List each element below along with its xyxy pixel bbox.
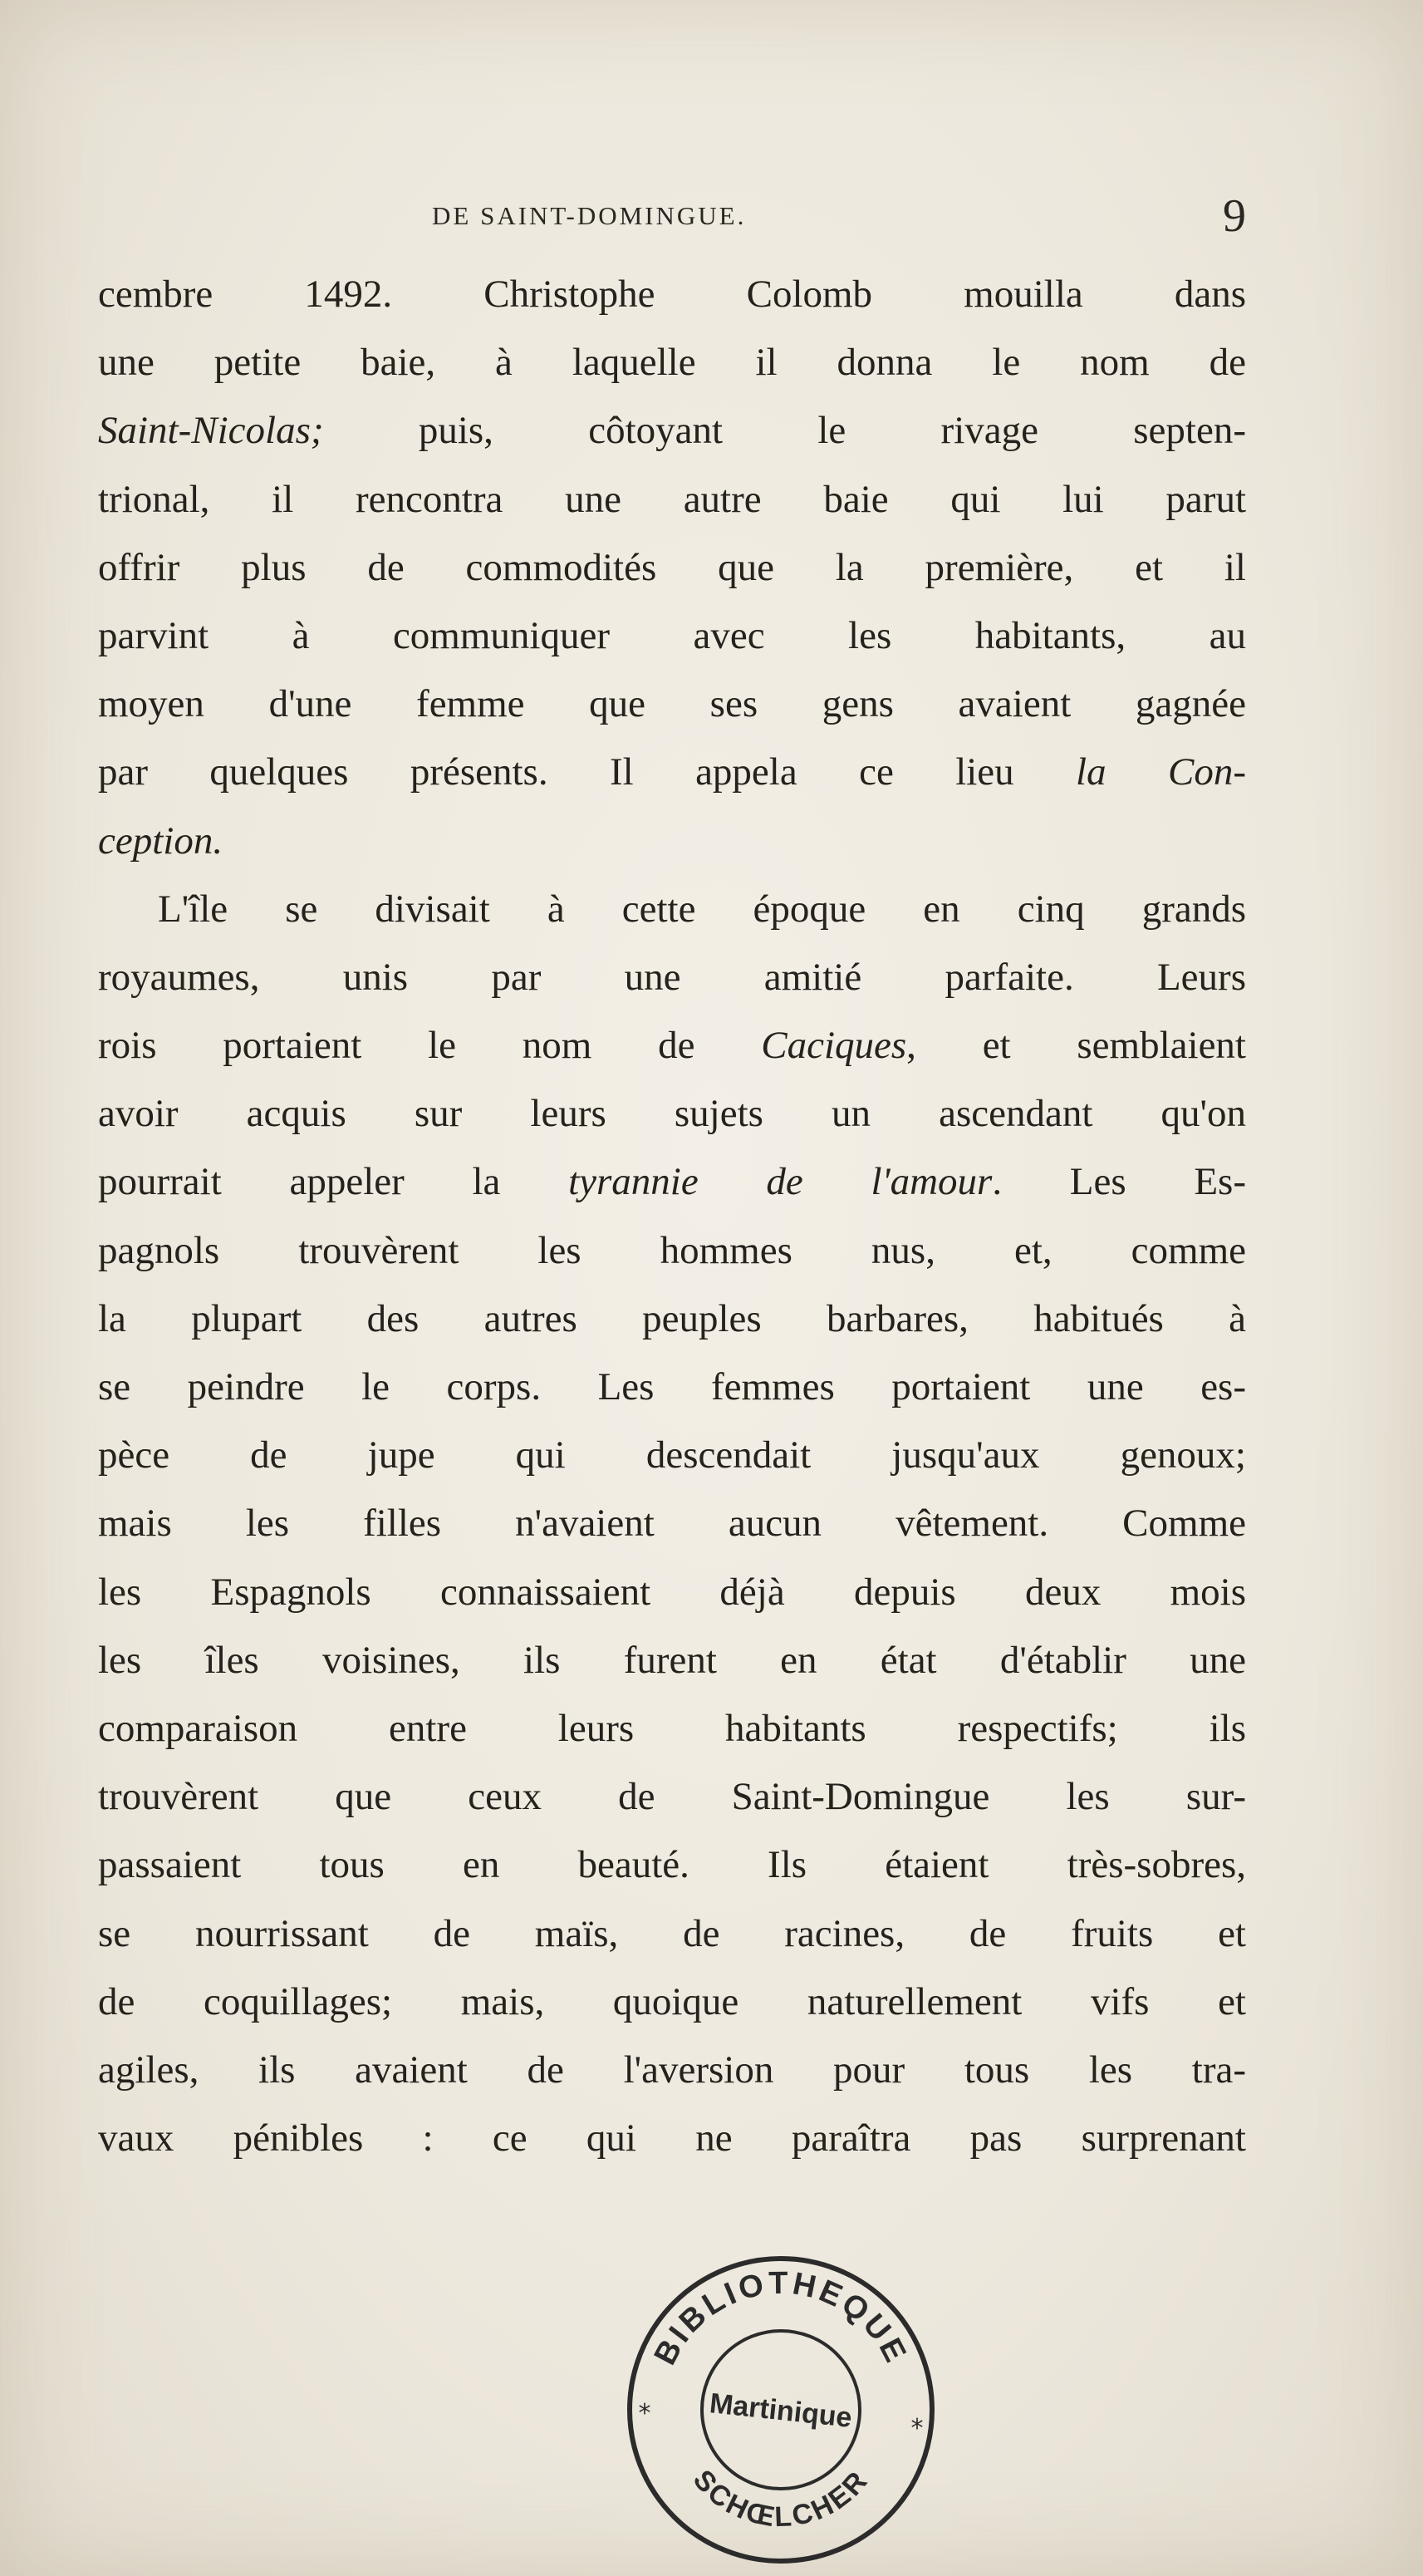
stamp-ring-text: BIBLIOTHEQUE bbox=[647, 2265, 915, 2371]
text-line: Saint-Nicolas; puis, côtoyant le rivage septen- bbox=[98, 409, 1246, 453]
stamp-bottom-text: SCHŒLCHER bbox=[686, 2464, 876, 2534]
stamp-star-left-icon: * bbox=[638, 2399, 651, 2428]
text-line: de coquillages; mais, quoique naturellement vifs et bbox=[98, 1979, 1246, 2023]
stamp-center-text: Martinique bbox=[708, 2387, 854, 2434]
text-line: rois portaient le nom de Caciques, et semblaient bbox=[98, 1024, 1246, 1068]
running-head bbox=[100, 190, 1246, 246]
text-line: pagnols trouvèrent les hommes nus, et, comme bbox=[98, 1228, 1246, 1272]
text-line: comparaison entre leurs habitants respectifs; ils bbox=[98, 1706, 1246, 1750]
text-line: royaumes, unis par une amitié parfaite. Leurs bbox=[98, 955, 1246, 999]
text-line: offrir plus de commodités que la première, et il bbox=[98, 545, 1246, 589]
text-line: agiles, ils avaient de l'aversion pour tous les tra- bbox=[98, 2048, 1246, 2092]
text-line: pourrait appeler la tyrannie de l'amour. Les Es- bbox=[98, 1160, 1246, 1204]
text-line: avoir acquis sur leurs sujets un ascendant qu'on bbox=[98, 1092, 1246, 1136]
text-line: les îles voisines, ils furent en état d'établir une bbox=[98, 1638, 1246, 1682]
text-line: cembre 1492. Christophe Colomb mouilla dans bbox=[98, 273, 1246, 316]
page-number: 9 bbox=[1223, 190, 1246, 242]
text-line: pèce de jupe qui descendait jusqu'aux genoux; bbox=[98, 1433, 1246, 1477]
text-line: la plupart des autres peuples barbares, habitués à bbox=[98, 1296, 1246, 1340]
text-line: parvint à communiquer avec les habitants, au bbox=[98, 613, 1246, 657]
text-line: une petite baie, à laquelle il donna le nom de bbox=[98, 341, 1246, 385]
text-line: ception. bbox=[98, 819, 223, 863]
text-line: moyen d'une femme que ses gens avaient gagnée bbox=[98, 682, 1246, 726]
text-line: se peindre le corps. Les femmes portaient une es- bbox=[98, 1365, 1246, 1408]
text-line: mais les filles n'avaient aucun vêtement. Comme bbox=[98, 1502, 1246, 1546]
text-line: se nourrissant de maïs, de racines, de fruits et bbox=[98, 1911, 1246, 1955]
text-line: trouvèrent que ceux de Saint-Domingue les sur- bbox=[98, 1775, 1246, 1819]
stamp-star-right-icon: * bbox=[910, 2414, 924, 2443]
text-line: L'île se divisait à cette époque en cinq grands bbox=[158, 887, 1246, 931]
library-stamp bbox=[615, 2244, 947, 2576]
text-line: vaux pénibles : ce qui ne paraîtra pas surprenant bbox=[98, 2116, 1246, 2161]
text-line: par quelques présents. Il appela ce lieu la Con- bbox=[98, 750, 1246, 794]
body-text bbox=[98, 260, 1246, 2172]
text-line: trional, il rencontra une autre baie qui lui parut bbox=[98, 477, 1246, 521]
running-head-title: DE SAINT-DOMINGUE. bbox=[432, 201, 747, 230]
text-line: les Espagnols connaissaient déjà depuis deux mois bbox=[98, 1570, 1246, 1614]
text-line: passaient tous en beauté. Ils étaient très-sobres, bbox=[98, 1843, 1246, 1887]
